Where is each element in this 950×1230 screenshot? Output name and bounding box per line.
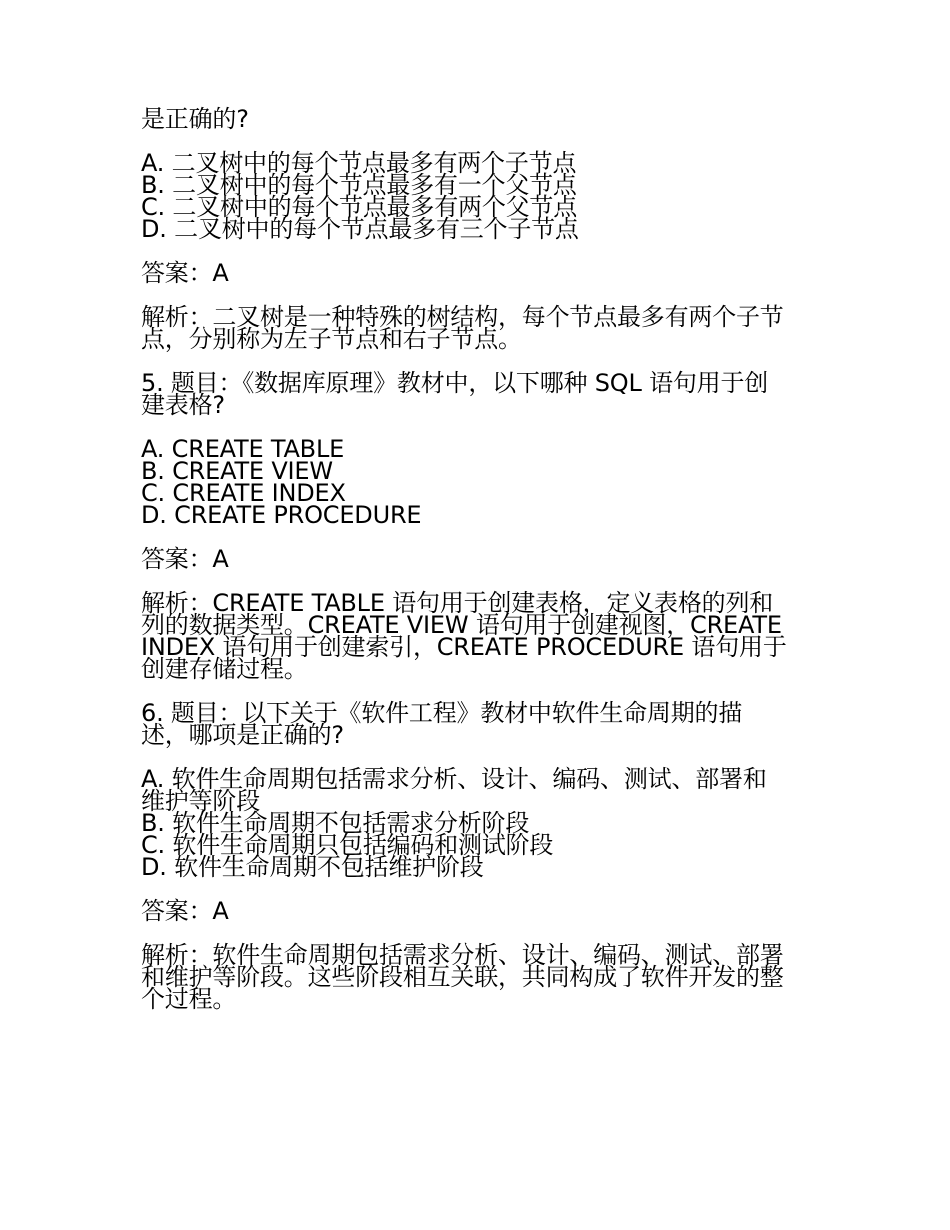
option-a: A. CREATE TABLE bbox=[141, 435, 345, 463]
question-4-tail bbox=[141, 105, 813, 133]
question-6-options bbox=[141, 765, 813, 881]
option-a: A. 二叉树中的每个节点最多有两个子节点 bbox=[141, 149, 577, 177]
explanation-line: 解析：CREATE TABLE 语句用于创建表格，定义表格的列和 bbox=[141, 589, 774, 617]
question-title-line: 5. 题目：《数据库原理》教材中，以下哪种 SQL 语句用于创 bbox=[141, 369, 769, 397]
question-text-line: 是正确的? bbox=[141, 105, 249, 133]
question-title-line: 述，哪项是正确的? bbox=[141, 721, 344, 749]
explanation-line: 解析：软件生命周期包括需求分析、设计、编码、测试、部署 bbox=[141, 941, 784, 969]
option-d: D. CREATE PROCEDURE bbox=[141, 501, 422, 529]
option-b: B. 软件生命周期不包括需求分析阶段 bbox=[141, 809, 530, 837]
answer-line: 答案：A bbox=[141, 545, 229, 573]
question-title-line: 建表格? bbox=[141, 391, 225, 419]
question-title-line: 6. 题目：以下关于《软件工程》教材中软件生命周期的描 bbox=[141, 699, 743, 727]
option-b: B. 二叉树中的每个节点最多有一个父节点 bbox=[141, 171, 577, 199]
question-4-answer bbox=[141, 259, 813, 287]
explanation-line: 列的数据类型。CREATE VIEW 语句用于创建视图，CREATE bbox=[141, 611, 782, 639]
answer-line: 答案：A bbox=[141, 259, 229, 287]
option-d: D. 二叉树中的每个节点最多有三个子节点 bbox=[141, 215, 579, 243]
explanation-line: 解析：二叉树是一种特殊的树结构，每个节点最多有两个子节 bbox=[141, 303, 784, 331]
question-4-options bbox=[141, 149, 813, 243]
explanation-line: INDEX 语句用于创建索引，CREATE PROCEDURE 语句用于 bbox=[141, 633, 787, 661]
option-c: C. CREATE INDEX bbox=[141, 479, 346, 507]
option-c: C. 二叉树中的每个节点最多有两个父节点 bbox=[141, 193, 578, 221]
option-c: C. 软件生命周期只包括编码和测试阶段 bbox=[141, 831, 554, 859]
question-6-answer bbox=[141, 897, 813, 925]
option-a: A. 软件生命周期包括需求分析、设计、编码、测试、部署和 bbox=[141, 765, 767, 793]
question-5-title bbox=[141, 369, 813, 419]
explanation-line: 创建存储过程。 bbox=[141, 655, 308, 683]
question-6-title bbox=[141, 699, 813, 749]
answer-line: 答案：A bbox=[141, 897, 229, 925]
question-5-explanation bbox=[141, 589, 813, 683]
document-page bbox=[141, 105, 813, 1032]
explanation-line: 点，分别称为左子节点和右子节点。 bbox=[141, 325, 522, 353]
explanation-line: 个过程。 bbox=[141, 985, 237, 1013]
option-a-continued: 维护等阶段 bbox=[141, 787, 260, 815]
question-6-explanation bbox=[141, 941, 813, 1013]
explanation-line: 和维护等阶段。这些阶段相互关联，共同构成了软件开发的整 bbox=[141, 963, 784, 991]
question-4-explanation bbox=[141, 303, 813, 353]
question-5-answer bbox=[141, 545, 813, 573]
option-d: D. 软件生命周期不包括维护阶段 bbox=[141, 853, 484, 881]
question-5-options bbox=[141, 435, 813, 529]
option-b: B. CREATE VIEW bbox=[141, 457, 333, 485]
